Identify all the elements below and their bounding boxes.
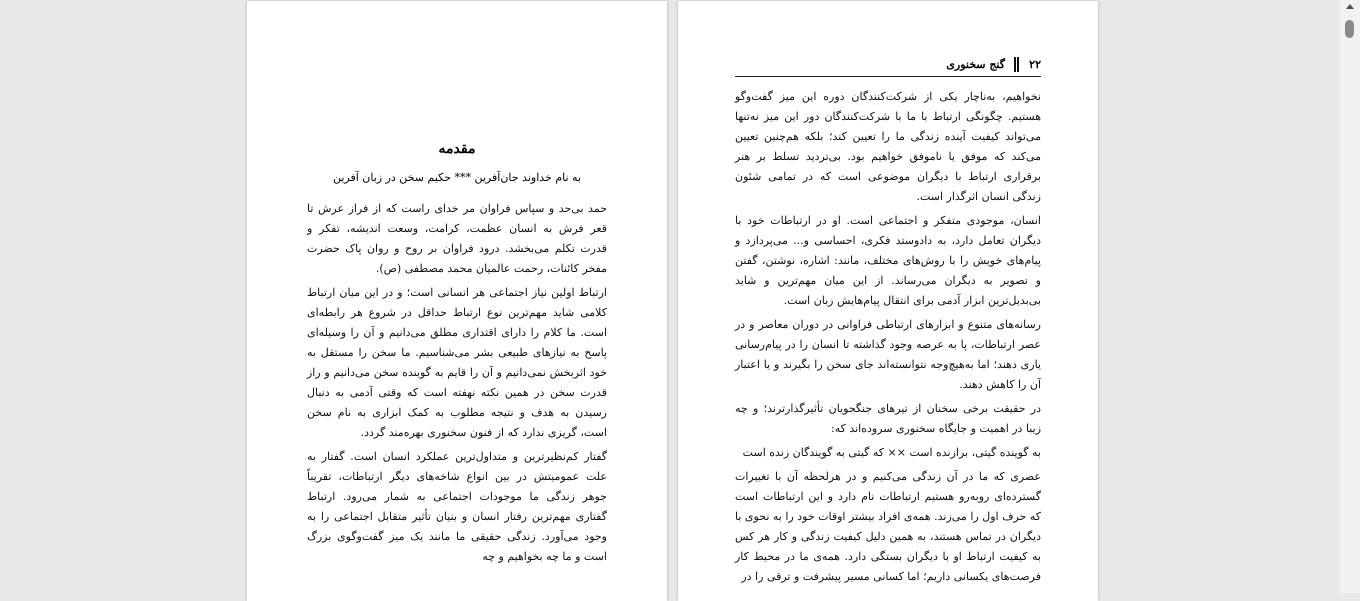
scrollbar-thumb[interactable] (1345, 20, 1354, 38)
scroll-up-arrow-icon[interactable] (1346, 4, 1354, 9)
paragraph: رسانه‌های متنوع و ابزارهای ارتباطی فراوانی در دوران معاصر و در عصر ارتباطات، پا به عرصه وجود گذاشته تا انسان را در پیام‌رسانی یاری دهند؛ اما به‌هیچ‌وجه نتوانسته‌اند جای سخن را بگیرند و یا اعتبار آن را کاهش دهند. (735, 318, 1041, 391)
paragraph: حمد بی‌حد و سپاس فراوان مر خدای راست که از فراز عرش تا قعر فرش به انسان عظمت، کرامت، وسعت اندیشه، تفکر و قدرت تکلم می‌بخشد. درود فراوان بر روح و روان پاک حضرت مفخر کائنات، رحمت عالمیان محمد مصطفی (ص). (307, 202, 607, 275)
paragraph: نخواهیم، به‌ناچار یکی از شرکت‌کنندگان دوره این میز گفت‌وگو هستیم. چگونگی ارتباط با ما با شرکت‌کنندگان دور این میز نه‌تنها می‌تواند کیفیت آینده زندگی ما را تعیین کند؛ بلکه هم‌چنین تعیین می‌کند که موفق یا ناموفق خواهیم بود. بی‌تردید تسلط بر هنر برقراری ارتباط با دیگران موضوعی است که در تمامی شئون زندگی انسان اثرگذار است. (735, 90, 1041, 203)
book-title: گنج سخنوری (946, 58, 1005, 71)
page-title: مقدمه (438, 141, 476, 157)
paragraph: عصری که ما در آن زندگی می‌کنیم و در هرلحظه آن با تغییرات گسترده‌ای روبه‌رو هستیم ارتباطات نام دارد و این ارتباطات است که حرف اول را می‌زند. همه‌ی افراد بیشتر اوقات خود را به نحوی با دیگران در تماس هستند، به همین دلیل کیفیت زندگی و کار هر کس به کیفیت ارتباط او با دیگران بستگی دارد. همه‌ی ما در محیط کار فرصت‌های یکسانی داریم؛ اما کسانی مسیر پیشرفت و ترقی را در (735, 470, 1041, 583)
page-right (678, 1, 1098, 601)
paragraph: گفتار کم‌نظیرترین و متداول‌ترین عملکرد انسان است. گفتار به علت عمومیتش در بین انواع شاخه‌های دیگر ارتباطات، تقریباً جوهر زندگی ما موجودات اجتماعی به شمار می‌رود. ارتباط گفتاری مهم‌ترین رفتار انسان و بنیان تأثیر متقابل اجتماعی را به وجود می‌آورد. زندگی حقیقی ما مانند یک میز گفت‌وگوی بزرگ است و ما چه بخواهیم و چه (307, 450, 607, 563)
poem-verse: به گوینده گیتی، برازنده است ×× که گیتی به گویندگان زنده است (742, 446, 1041, 459)
page-left (247, 1, 667, 601)
paragraph: در حقیقت برخی سخنان از تیرهای جنگجویان تأثیرگذارترند؛ و چه زیبا در اهمیت و جایگاه سخنوری سروده‌اند که: (735, 402, 1041, 435)
basmala-verse: به نام خداوند جان‌آفرین *** حکیم سخن در زبان آفرین (332, 171, 581, 184)
header-divider-icon (1014, 57, 1019, 72)
running-header (735, 56, 1041, 77)
paragraph: انسان، موجودی متفکر و اجتماعی است. او در ارتباطات خود با دیگران تعامل دارد، به دادوستد فکری، احساسی و... می‌پردازد و پیام‌های خویش را با روش‌های مختلف، مانند: اشاره، نوشتن، گفتن و تصویر به دیگران می‌رساند. از این میان مهم‌ترین و شاید بی‌بدیل‌ترین ابزار آدمی برای انتقال پیام‌هایش زبان است. (735, 214, 1041, 307)
right-page-body (735, 87, 1041, 591)
paragraph: ارتباط اولین نیاز اجتماعی هر انسانی است؛ و در این میان ارتباط کلامی شاید مهم‌ترین نوع ارتباط حداقل در شروع هر رابطه‌ای است. ما کلام را دارای اقتداری مطلق می‌دانیم و آن را وسیله‌ای پاسخ به نیازهای طبیعی بشر می‌شناسیم. ما سخن را مستقل به خود اثربخش نمی‌دانیم و آن را قایم به گوینده سخن می‌دانیم و راز قدرت سخن در همین نکته نهفته است که وقتی آدمی به دنبال رسیدن به هدف و نتیجه مطلوب به کمک ابزاری به نام سخن است، گریزی ندارد که از فنون سخنوری بهره‌مند گردد. (307, 286, 607, 439)
left-page-body (307, 199, 607, 571)
page-number: ۲۲ (1029, 58, 1041, 71)
vertical-scrollbar[interactable] (1340, 0, 1360, 593)
